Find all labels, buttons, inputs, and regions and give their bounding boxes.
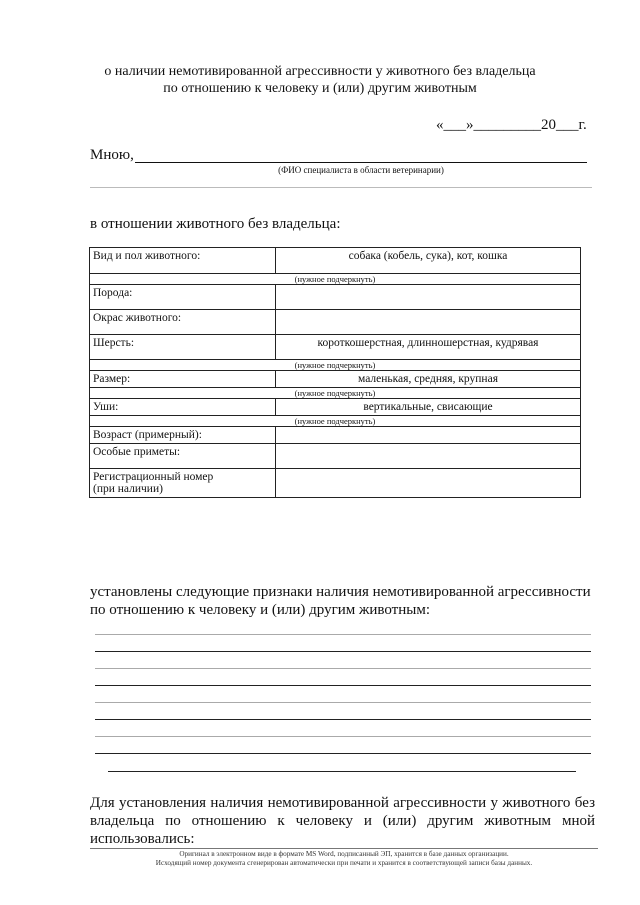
table-row (90, 310, 581, 335)
underline-note: (нужное подчеркнуть) (90, 360, 581, 371)
table-row (90, 416, 581, 427)
ears-options[interactable]: вертикальные, свисающие (276, 399, 581, 416)
reg-field[interactable] (276, 469, 581, 498)
specialist-name-field[interactable] (135, 162, 587, 163)
animal-table (89, 247, 581, 498)
table-row (90, 399, 581, 416)
coat-options[interactable]: короткошерстная, длинношерстная, кудрявая (276, 335, 581, 360)
table-row (90, 335, 581, 360)
size-options[interactable]: маленькая, средняя, крупная (276, 371, 581, 388)
reg-label-line-2: (при наличии) (93, 483, 163, 495)
species-options[interactable]: собака (кобель, сука), кот, кошка (276, 248, 581, 274)
color-label: Окрас животного: (90, 310, 276, 335)
table-row (90, 444, 581, 469)
footer-divider (90, 848, 598, 849)
breed-label: Порода: (90, 285, 276, 310)
specialist-label: Мною, (90, 147, 134, 163)
signs-line[interactable] (95, 651, 591, 652)
table-row (90, 371, 581, 388)
header-line-1: о наличии немотивированной агрессивности у животного без владельца (104, 64, 536, 79)
breed-field[interactable] (276, 285, 581, 310)
reg-label-line-1: Регистрационный номер (93, 471, 214, 483)
color-field[interactable] (276, 310, 581, 335)
marks-field[interactable] (276, 444, 581, 469)
footer-line-1: Оригинал в электронном виде в формате MS Word, подписанный ЭП, хранится в базе данных организации. (179, 850, 509, 858)
signs-line[interactable] (95, 719, 591, 720)
table-row (90, 469, 581, 498)
date-field[interactable]: «___»_________20___г. (436, 117, 587, 133)
table-row (90, 285, 581, 310)
footer-line-2: Исходящий номер документа сгенерирован автоматически при печати и хранится в соответствующей записи базы данных. (155, 859, 533, 867)
species-label: Вид и пол животного: (90, 248, 276, 274)
separator (90, 187, 592, 188)
methods-paragraph: Для установления наличия немотивированной агрессивности у животного без владельца по отношению к человеку и (или) другим животным мной использовались: (90, 795, 595, 847)
intro-text: в отношении животного без владельца: (90, 216, 341, 232)
table-row (90, 360, 581, 371)
underline-note: (нужное подчеркнуть) (90, 416, 581, 427)
ears-label: Уши: (90, 399, 276, 416)
header-line-2: по отношению к человеку и (или) другим животным (163, 81, 477, 96)
signs-line[interactable] (95, 685, 591, 686)
age-field[interactable] (276, 427, 581, 444)
signs-line[interactable] (95, 736, 591, 737)
table-row (90, 388, 581, 399)
age-label: Возраст (примерный): (90, 427, 276, 444)
size-label: Размер: (90, 371, 276, 388)
signs-line[interactable] (95, 668, 591, 669)
table-row (90, 248, 581, 274)
marks-label: Особые приметы: (90, 444, 276, 469)
table-row (90, 427, 581, 444)
signs-paragraph: установлены следующие признаки наличия немотивированной агрессивности по отношению к человеку и (или) другим животным: (90, 584, 591, 618)
coat-label: Шерсть: (90, 335, 276, 360)
underline-note: (нужное подчеркнуть) (90, 274, 581, 285)
signs-line[interactable] (108, 771, 576, 772)
signs-line[interactable] (95, 702, 591, 703)
underline-note: (нужное подчеркнуть) (90, 388, 581, 399)
table-row (90, 274, 581, 285)
reg-label (90, 469, 276, 498)
signs-line[interactable] (95, 634, 591, 635)
signs-line[interactable] (95, 753, 591, 754)
specialist-caption: (ФИО специалиста в области ветеринарии) (278, 165, 444, 175)
